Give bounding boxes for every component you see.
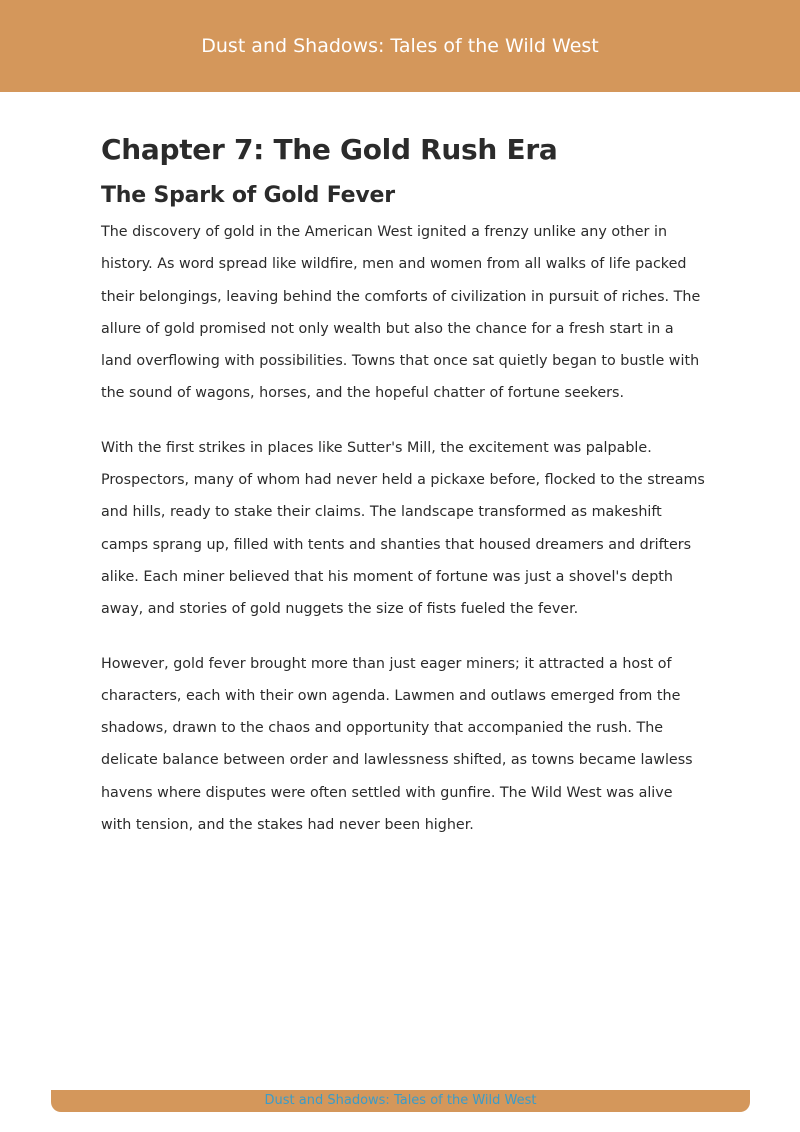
header-title: Dust and Shadows: Tales of the Wild West [201, 35, 599, 57]
chapter-content [101, 128, 705, 841]
paragraph-3: However, gold fever brought more than just eager miners; it attracted a host of characters, each with their own agenda. Lawmen and outlaws emerged from the shadows, drawn to the chaos and opportunity that accompanied the rush. The delicate balance between order and lawlessness shifted, as towns became lawless havens where disputes were often settled with gunfire. The Wild West was alive with tension, and the stakes had never been higher. [101, 655, 693, 834]
page-header [0, 0, 800, 92]
section-title: The Spark of Gold Fever [101, 183, 395, 208]
page-footer [51, 1090, 750, 1112]
chapter-title: Chapter 7: The Gold Rush Era [101, 133, 558, 166]
paragraph-1: The discovery of gold in the American West ignited a frenzy unlike any other in history. As word spread like wildfire, men and women from all walks of life packed their belongings, leaving behind the comforts of civilization in pursuit of riches. The allure of gold promised not only wealth but also the chance for a fresh start in a land overflowing with possibilities. Towns that once sat quietly began to bustle with the sound of wagons, horses, and the hopeful chatter of fortune seekers. [101, 224, 701, 402]
footer-text: Dust and Shadows: Tales of the Wild West [264, 1093, 537, 1108]
paragraph-2: With the first strikes in places like Sutter's Mill, the excitement was palpable. Prospectors, many of whom had never held a pickaxe before, flocked to the streams and hills, ready to stake their claims. The landscape transformed as makeshift camps sprang up, filled with tents and shanties that housed dreamers and drifters alike. Each miner believed that his moment of fortune was just a shovel's depth away, and stories of gold nuggets the size of fists fueled the fever. [101, 439, 705, 618]
